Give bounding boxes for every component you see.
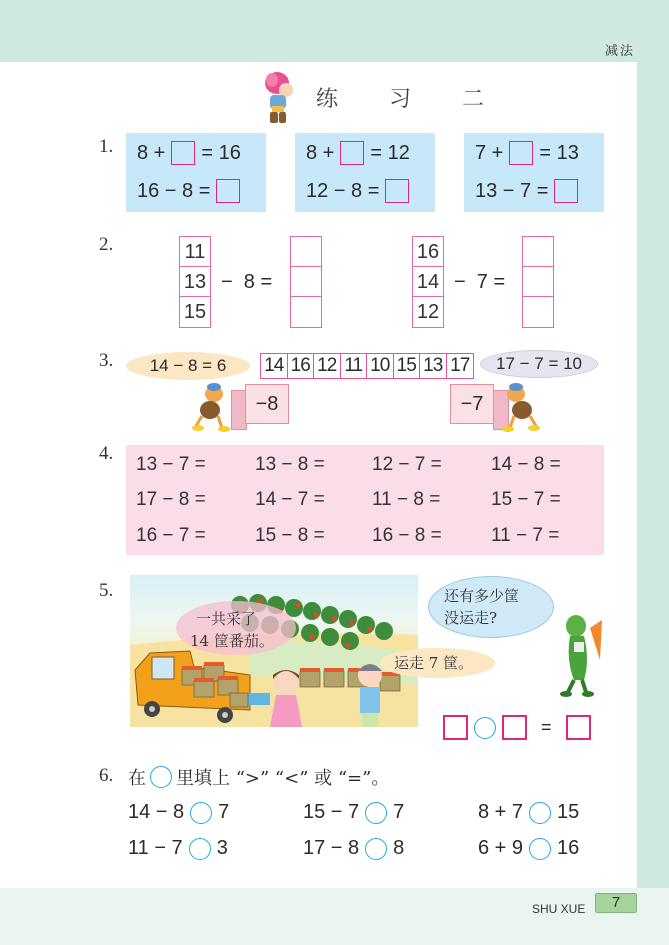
comparison-right: 3 <box>216 837 228 859</box>
answer-box[interactable] <box>566 715 591 740</box>
ex6-instruction <box>128 764 389 790</box>
cube-label: −7 <box>460 392 484 415</box>
comparison-left: 11 − 7 <box>128 837 183 859</box>
ex1-group-3 <box>464 133 604 212</box>
circle-icon <box>150 766 172 788</box>
bottom-band <box>0 888 669 945</box>
answer-box[interactable] <box>385 179 409 203</box>
comparison-circle[interactable] <box>365 838 387 860</box>
comparison-item <box>478 837 579 860</box>
exercise-5-number: 5. <box>99 580 114 601</box>
equation-text: 8 + <box>306 141 335 164</box>
comparison-item <box>128 837 228 860</box>
ex4-oral-calculation-box <box>126 445 604 555</box>
strip-cell: 17 <box>450 355 470 376</box>
cube-label: −8 <box>255 392 279 415</box>
girl-speech-line-2: 14 筐番茄。 <box>190 632 274 650</box>
subject-label: SHU XUE <box>532 902 586 916</box>
girl-speech-line-1: 一共采了 <box>196 610 257 628</box>
strip-cell: 15 <box>394 354 421 378</box>
comparison-right: 8 <box>393 837 405 859</box>
ex2-minuend-column-2 <box>412 236 444 328</box>
equation-text: 12 − 8 = <box>306 179 380 202</box>
comparison-right: 16 <box>557 837 580 859</box>
right-speech-bubble <box>480 350 598 378</box>
exercise-4-number: 4. <box>99 443 114 464</box>
exercise-1-number: 1. <box>99 136 114 157</box>
answer-cell[interactable] <box>291 267 321 297</box>
comparison-circle[interactable] <box>189 838 211 860</box>
minuend-cell: 13 <box>180 267 210 297</box>
operator-circle[interactable] <box>474 717 496 739</box>
strip-cell: 13 <box>420 354 447 378</box>
equation-text: 13 − 7 = <box>475 179 549 202</box>
minuend-cell: 16 <box>413 237 443 267</box>
comparison-right: 15 <box>557 801 580 823</box>
ex5-answer-equation <box>443 715 591 740</box>
bubble-text: 14 − 8 = 6 <box>149 356 227 375</box>
tomato-harvest-illustration <box>130 575 418 727</box>
strip-cell: 10 <box>367 354 394 378</box>
minuend-cell: 14 <box>413 267 443 297</box>
comparison-left: 15 − 7 <box>303 801 360 823</box>
oral-problem: 11 − 8 = <box>372 489 441 510</box>
oral-problem: 16 − 8 = <box>372 525 442 546</box>
strip-cell: 11 <box>341 354 368 378</box>
equation-text: 16 − 8 = <box>137 179 211 202</box>
comparison-circle[interactable] <box>365 802 387 824</box>
exercise-3-number: 3. <box>99 350 114 371</box>
strip-cell: 16 <box>288 354 315 378</box>
ex2-answer-column-1 <box>290 236 322 328</box>
pea-speech-line-2: 没运走? <box>444 609 498 627</box>
equation-text: = 16 <box>201 141 241 164</box>
minuend-cell: 15 <box>183 301 207 323</box>
pea-mascot-icon <box>556 610 606 700</box>
equation-text: 7 + <box>475 141 504 164</box>
equation-text: = 12 <box>370 141 410 164</box>
strip-cell: 14 <box>261 354 288 378</box>
ex2-operation-1: − 8 = <box>221 271 273 293</box>
ex1-group-2 <box>295 133 435 212</box>
oral-problem: 15 − 8 = <box>255 525 325 546</box>
top-band <box>0 0 669 62</box>
minuend-cell: 12 <box>416 301 440 323</box>
ex2-minuend-column-1 <box>179 236 211 328</box>
answer-box[interactable] <box>554 179 578 203</box>
answer-cell[interactable] <box>523 267 553 297</box>
minus-7-cube <box>450 384 494 424</box>
title-text: 练 习 二 <box>316 86 506 112</box>
strip-cell: 12 <box>314 354 341 378</box>
right-ant-icon <box>498 380 540 432</box>
page-number-tab: 7 <box>595 893 637 913</box>
oral-problem: 13 − 7 = <box>136 454 206 475</box>
equation-text: = 13 <box>539 141 579 164</box>
equals-sign: = <box>541 717 552 737</box>
chapter-header: 减法 <box>604 44 635 59</box>
minus-8-cube <box>245 384 289 424</box>
right-margin-band <box>637 62 669 888</box>
oral-problem: 15 − 7 = <box>491 489 561 510</box>
comparison-item <box>303 837 404 860</box>
bubble-text: 17 − 7 = 10 <box>495 354 583 373</box>
ex2-operation-2: − 7 = <box>454 271 506 293</box>
comparison-left: 8 + 7 <box>478 801 524 823</box>
comparison-circle[interactable] <box>529 838 551 860</box>
minuend-cell: 11 <box>180 237 210 267</box>
answer-cell[interactable] <box>291 237 321 267</box>
oral-problem: 16 − 7 = <box>136 525 206 546</box>
answer-box[interactable] <box>502 715 527 740</box>
comparison-right: 7 <box>218 801 230 823</box>
equation-text: 8 + <box>137 141 166 164</box>
comparison-left: 6 + 9 <box>478 837 524 859</box>
oral-problem: 17 − 8 = <box>136 489 206 510</box>
oral-problem: 13 − 8 = <box>255 454 325 475</box>
comparison-left: 17 − 8 <box>303 837 360 859</box>
girl-mascot-icon <box>262 70 298 125</box>
answer-cell[interactable] <box>523 297 553 327</box>
page-title <box>262 68 506 126</box>
oral-problem: 14 − 8 = <box>491 454 561 475</box>
exercise-6-number: 6. <box>99 765 114 786</box>
answer-box[interactable] <box>171 141 195 165</box>
comparison-item <box>478 801 579 824</box>
answer-box[interactable] <box>340 141 364 165</box>
ex1-group-1 <box>126 133 266 212</box>
number-strip <box>260 353 474 379</box>
comparison-item <box>128 801 229 824</box>
oral-problem: 14 − 7 = <box>255 489 325 510</box>
answer-box[interactable] <box>443 715 468 740</box>
answer-box[interactable] <box>216 179 240 203</box>
comparison-right: 7 <box>393 801 405 823</box>
comparison-left: 14 − 8 <box>128 801 185 823</box>
oral-problem: 11 − 7 = <box>491 525 560 546</box>
boy-speech-text: 运走 7 筐。 <box>394 654 474 672</box>
left-ant-icon <box>192 380 234 432</box>
instruction-text: 在 <box>128 768 146 789</box>
ex2-answer-column-2 <box>522 236 554 328</box>
answer-cell[interactable] <box>291 297 321 327</box>
pea-speech-line-1: 还有多少筐 <box>444 587 520 605</box>
comparison-item <box>303 801 404 824</box>
oral-problem: 12 − 7 = <box>372 454 442 475</box>
comparison-circle[interactable] <box>529 802 551 824</box>
left-speech-bubble <box>126 352 250 380</box>
comparison-circle[interactable] <box>190 802 212 824</box>
instruction-text: 里填上 “>” “<” 或 “=”。 <box>176 768 390 789</box>
exercise-2-number: 2. <box>99 234 114 255</box>
answer-cell[interactable] <box>523 237 553 267</box>
answer-box[interactable] <box>509 141 533 165</box>
